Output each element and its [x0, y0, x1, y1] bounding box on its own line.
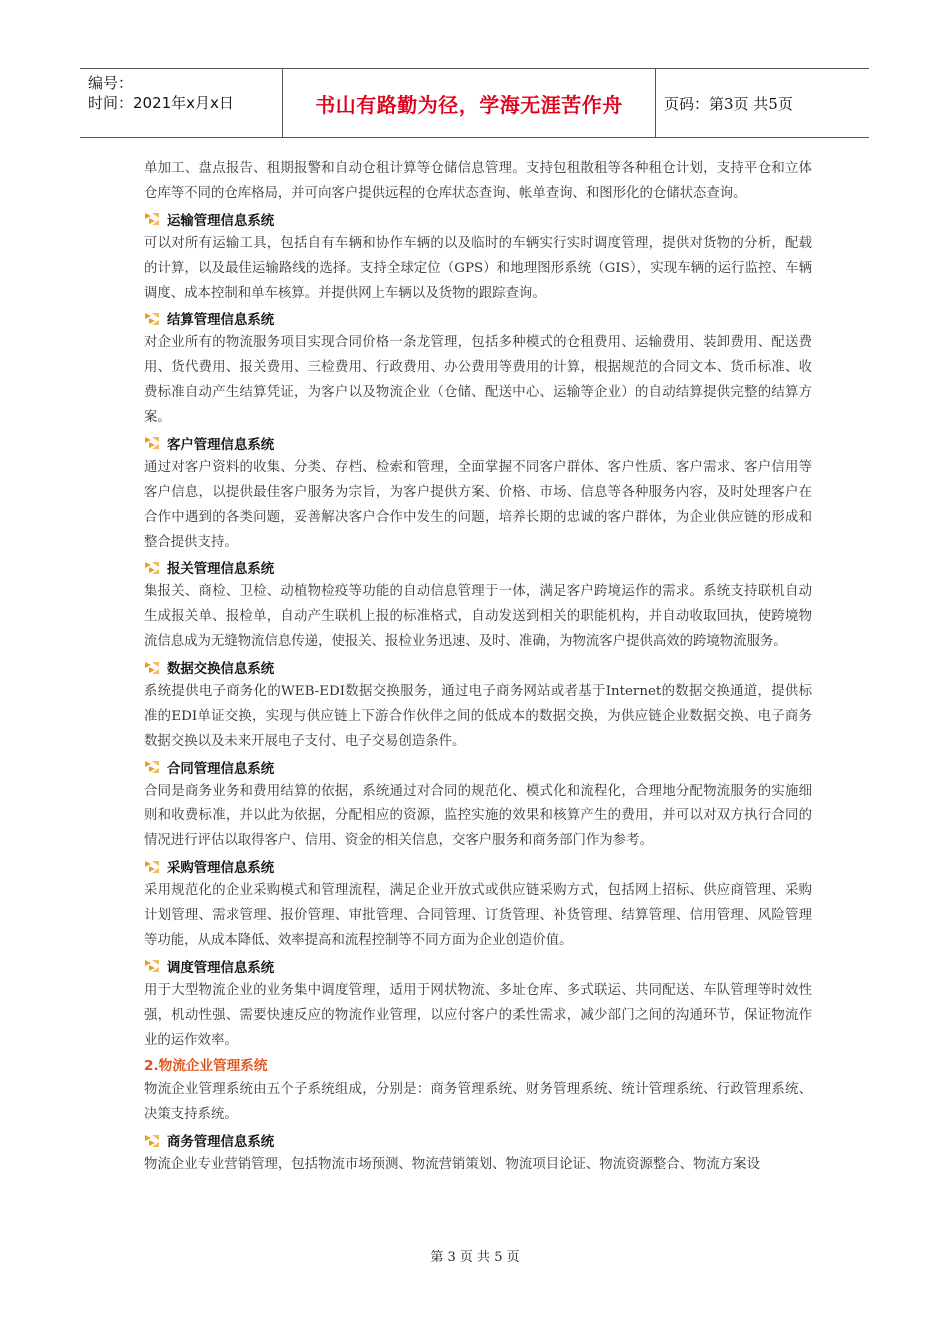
section-heading-label: 合同管理信息系统: [167, 761, 275, 777]
section-heading: [144, 954, 812, 979]
section-heading: [144, 207, 812, 232]
bullet-arrows-icon: [144, 436, 160, 450]
paragraph: 物流企业管理系统由五个子系统组成，分别是：商务管理系统、财务管理系统、统计管理系统、行政管理系统、决策支持系统。: [144, 1082, 812, 1123]
section-heading-label: 数据交换信息系统: [167, 662, 275, 677]
bullet-arrows-icon: [144, 661, 160, 675]
section-heading-label: 结算管理信息系统: [167, 313, 275, 329]
section-heading: [144, 431, 812, 456]
doc-time-label: 时间：2021年x月x日: [88, 94, 234, 112]
paragraph: 合同是商务业务和费用结算的依据，系统通过对合同的规范化、模式化和流程化，合理地分配物流服务的实施细则和收费标准，并以此为依据，分配相应的资源，监控实施的效果和核算产生的费用，并可以对双方执行合同的情况进行评估以取得客户、信用、资金的相关信息，交客户服务和商务部门作为参考。: [144, 783, 812, 849]
section-heading-label: 采购管理信息系统: [167, 861, 275, 877]
section-heading: [144, 306, 812, 331]
section-heading: [144, 555, 812, 580]
paragraph: 集报关、商检、卫检、动植物检疫等功能的自动信息管理于一体，满足客户跨境运作的需求。系统支持联机自动生成报关单、报检单，自动产生联机上报的标准格式，自动发送到相关的职能机构，并自动收取回执，使跨境物流信息成为无缝物流信息传递，使报关、报检业务迅速、及时、准确，为物流客户提供高效的跨境物流服务。: [144, 584, 812, 650]
section-heading-label: 调度管理信息系统: [167, 960, 275, 976]
paragraph: 通过对客户资料的收集、分类、存档、检索和管理，全面掌握不同客户群体、客户性质、客户需求、客户信用等客户信息，以提供最佳客户服务为宗旨，为客户提供方案、价格、市场、信息等各种服务内容，及时处理客户在合作中遇到的各类问题，妥善解决客户合作中发生的问题，培养长期的忠诚的客户群体，为企业供应链的形成和整合提供支持。: [144, 459, 812, 550]
section-heading-label: 商务管理信息系统: [167, 1135, 275, 1151]
paragraph: 单加工、盘点报告、租期报警和自动仓租计算等仓储信息管理。支持包租散租等各种租仓计划，支持平仓和立体仓库等不同的仓库格局，并可向客户提供远程的仓库状态查询、帐单查询、和图形化的仓储状态查询。: [144, 161, 812, 201]
paragraph: 可以对所有运输工具，包括自有车辆和协作车辆的以及临时的车辆实行实时调度管理，提供对货物的分析，配载的计算，以及最佳运输路线的选择。支持全球定位（GPS）和地理图形系统（GIS），实现车辆的运行监控、车辆调度、成本控制和单车核算。并提供网上车辆以及货物的跟踪查询。: [144, 235, 812, 301]
section-heading: [144, 1128, 812, 1153]
bullet-arrows-icon: [144, 959, 160, 973]
bullet-arrows-icon: [144, 561, 160, 575]
header-page-number: 页码：第3页 共5页: [664, 94, 793, 113]
paragraph: 用于大型物流企业的业务集中调度管理，适用于网状物流、多址仓库、多式联运、共同配送、车队管理等时效性强，机动性强、需要快速反应的物流作业管理，以应付客户的柔性需求，减少部门之间的沟通环节，保证物流作业的运作效率。: [144, 982, 812, 1048]
page-footer: 第 3 页 共 5 页: [430, 1250, 520, 1265]
header-meta: [80, 69, 283, 137]
section-heading: [144, 755, 812, 780]
bullet-arrows-icon: [144, 860, 160, 874]
section-heading-label: 报关管理信息系统: [167, 562, 275, 578]
section-heading: [144, 655, 812, 680]
paragraph: 物流企业专业营销管理，包括物流市场预测、物流营销策划、物流项目论证、物流资源整合、物流方案设: [144, 1157, 760, 1173]
section-heading-label: 运输管理信息系统: [167, 213, 275, 229]
paragraph: 对企业所有的物流服务项目实现合同价格一条龙管理，包括多种模式的仓租费用、运输费用、装卸费用、配送费用、货代费用、报关费用、三检费用、行政费用、办公费用等费用的计算，根据规范的合同文本、货币标准、收费标准自动产生结算凭证，为客户以及物流企业（仓储、配送中心、运输等企业）的自动结算提供完整的结算方案。: [144, 335, 812, 426]
bullet-arrows-icon: [144, 760, 160, 774]
chapter-heading: 2.物流企业管理系统: [144, 1057, 268, 1074]
paragraph: 系统提供电子商务化的WEB-EDI数据交换服务，通过电子商务网站或者基于Internet的数据交换通道，提供标准的EDI单证交换，实现与供应链上下游合作伙伴之间的低成本的数据交换，为供应链企业数据交换、电子商务数据交换以及未来开展电子支付、电子交易创造条件。: [144, 683, 812, 749]
header-motto: 书山有路勤为径，学海无涯苦作舟: [283, 69, 656, 137]
bullet-arrows-icon: [144, 212, 160, 226]
bullet-arrows-icon: [144, 1134, 160, 1148]
section-heading-label: 客户管理信息系统: [167, 437, 275, 453]
page-header: [80, 68, 869, 138]
doc-number-label: 编号：: [88, 74, 134, 92]
bullet-arrows-icon: [144, 312, 160, 326]
paragraph: 采用规范化的企业采购模式和管理流程，满足企业开放式或供应链采购方式，包括网上招标、供应商管理、采购计划管理、需求管理、报价管理、审批管理、合同管理、订货管理、补货管理、结算管理、信用管理、风险管理等功能，从成本降低、效率提高和流程控制等不同方面为企业创造价值。: [144, 883, 812, 948]
section-heading: [144, 854, 812, 879]
document-body: [144, 157, 812, 1178]
